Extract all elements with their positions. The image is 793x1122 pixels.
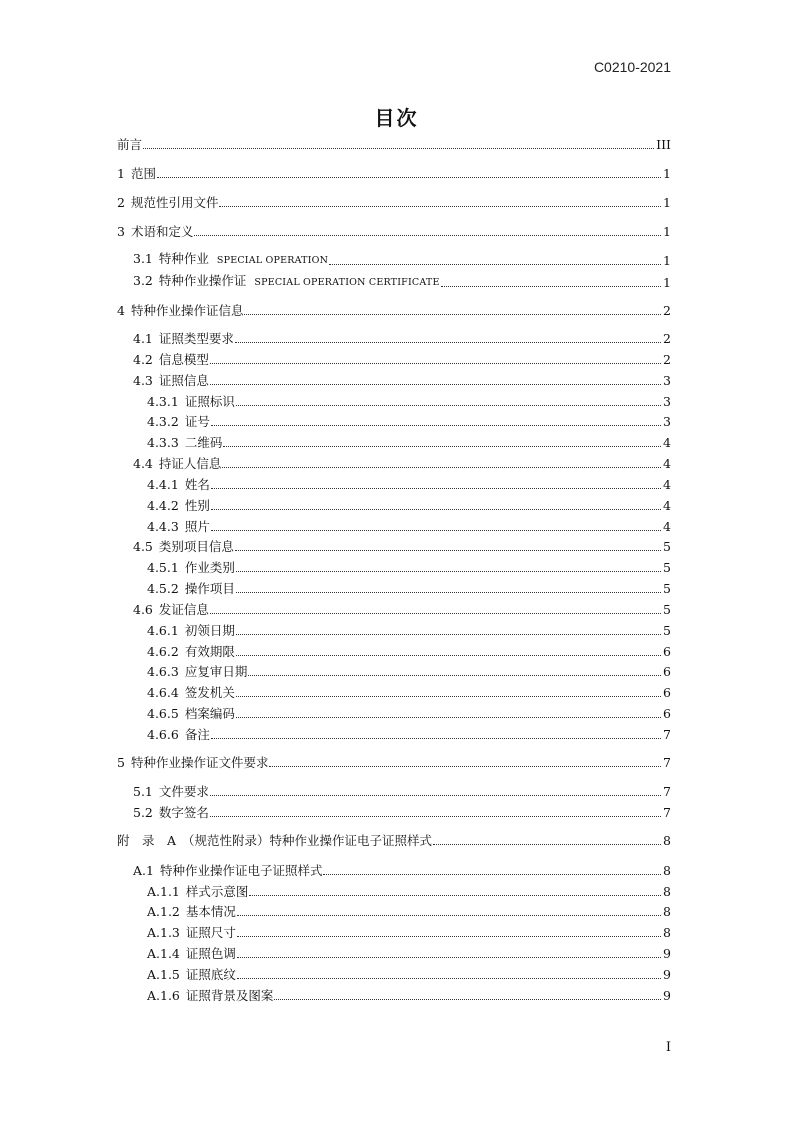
toc-entry-text: 特种作业操作证信息: [130, 303, 244, 318]
toc-entry-text: 证号: [184, 414, 210, 429]
toc-entry-text: 发证信息: [158, 602, 209, 617]
toc-entry-text: 基本情况: [185, 904, 236, 919]
toc-entry-label: [147, 926, 236, 940]
toc-entry[interactable]: [147, 722, 671, 742]
toc-entry-number: 2: [117, 195, 125, 210]
toc-entry-label: [147, 968, 236, 982]
toc-entry-number: 4.3.1: [147, 394, 179, 409]
dot-leader: [237, 936, 661, 937]
dot-leader: [211, 738, 661, 739]
toc-entry[interactable]: [147, 879, 671, 899]
toc-entry-number: 4.6.5: [147, 706, 179, 721]
toc-entry[interactable]: [147, 941, 671, 961]
toc-entry-number: 4.1: [133, 331, 153, 346]
toc-entry-label: [133, 374, 209, 388]
toc-entry[interactable]: [117, 219, 671, 239]
toc-entry-text: （规范性附录）特种作业操作证电子证照样式: [182, 833, 433, 848]
toc-entry-text: 有效期限: [184, 644, 235, 659]
toc-entry-number: 4.2: [133, 352, 153, 367]
toc-entry-label: [117, 756, 268, 770]
toc-entry-text: 证照尺寸: [185, 925, 236, 940]
toc-entry[interactable]: [133, 248, 671, 268]
toc-entry-label: [147, 905, 236, 919]
dot-leader: [237, 957, 661, 958]
toc-entry-number: 4: [117, 303, 125, 318]
dot-leader: [236, 571, 661, 572]
dot-leader: [211, 425, 661, 426]
toc-entry[interactable]: [117, 161, 671, 181]
toc-entry-page: 6: [663, 644, 671, 659]
toc-entry[interactable]: [133, 270, 671, 290]
dot-leader: [210, 816, 661, 817]
dot-leader: [269, 766, 661, 767]
toc-entry-number: 5.1: [133, 784, 153, 799]
toc-entry-number: 4.4.3: [147, 519, 179, 534]
toc-entry-label: [117, 834, 432, 848]
toc-entry-number: 4.6: [133, 602, 153, 617]
toc-entry-number: 3.1: [133, 251, 153, 266]
toc-entry-text: 证照底纹: [185, 967, 236, 982]
toc-entry[interactable]: [147, 409, 671, 429]
toc-entry-text: 姓名: [184, 477, 210, 492]
toc-entry[interactable]: [147, 472, 671, 492]
toc-entry-number: 4.4.2: [147, 498, 179, 513]
toc-entry-text: 操作项目: [184, 581, 235, 596]
toc-entry-page: 1: [663, 166, 671, 181]
toc-entry-number: 4.6.4: [147, 685, 179, 700]
toc-entry-text: 数字签名: [158, 805, 209, 820]
dot-leader: [237, 978, 661, 979]
dot-leader: [249, 895, 661, 896]
dot-leader: [244, 314, 661, 315]
toc-entry-label: [147, 624, 235, 638]
toc-entry-page: 1: [663, 224, 671, 239]
dot-leader: [235, 342, 661, 343]
toc-entry-page: 1: [663, 275, 671, 290]
toc-entry-text: 作业类别: [184, 560, 235, 575]
toc-entry-label: [147, 645, 235, 659]
toc-entry-page: 8: [663, 904, 671, 919]
toc-entry-label: [133, 785, 209, 799]
toc-entry-number: 5.2: [133, 805, 153, 820]
toc-entry[interactable]: [147, 514, 671, 534]
toc-entry-label: [133, 353, 209, 367]
toc-entry[interactable]: [133, 534, 671, 554]
toc-entry-label: [133, 252, 328, 268]
toc-entry-number: A.1.6: [147, 988, 180, 1003]
page-number: I: [665, 1040, 671, 1055]
dot-leader: [219, 206, 661, 207]
toc-entry[interactable]: [117, 298, 671, 318]
toc-entry-text: 特种作业操作证文件要求: [130, 755, 269, 770]
toc-entry-english: SPECIAL OPERATION: [216, 255, 329, 266]
dot-leader: [248, 675, 661, 676]
toc-entry-page: 3: [663, 414, 671, 429]
toc-entry[interactable]: [133, 858, 671, 878]
toc-entry-page: 7: [663, 727, 671, 742]
toc-entry-number: 4.6.6: [147, 727, 179, 742]
dot-leader: [211, 530, 661, 531]
toc-entry-text: 备注: [184, 727, 210, 742]
toc-entry-page: III: [656, 137, 671, 152]
toc-entry[interactable]: [133, 326, 671, 346]
dot-leader: [237, 915, 661, 916]
toc-entry-number: 5: [117, 755, 125, 770]
toc-entry-text: 档案编码: [184, 706, 235, 721]
toc-entry-text: 前言: [117, 137, 143, 152]
toc-entry[interactable]: [147, 576, 671, 596]
toc-entry-page: 4: [663, 456, 671, 471]
toc-entry[interactable]: [133, 368, 671, 388]
toc-entry-page: 5: [663, 581, 671, 596]
toc-entry-number: 4.6.1: [147, 623, 179, 638]
toc-entry-page: 5: [663, 539, 671, 554]
toc-entry-label: [133, 540, 234, 554]
toc-entry-label: [147, 499, 210, 513]
toc-entry-page: 6: [663, 685, 671, 700]
toc-entry-label: [147, 728, 210, 742]
toc-entry-label: [147, 436, 222, 450]
document-code: C0210-2021: [593, 59, 671, 75]
toc-entry-label: [117, 196, 218, 210]
toc-entry-label: [117, 225, 193, 239]
toc-entry-text: 证照色调: [185, 946, 236, 961]
toc-entry-label: [147, 582, 235, 596]
toc-entry-label: [117, 304, 243, 318]
toc-entry-text: 照片: [184, 519, 210, 534]
toc-entry-text: 特种作业: [158, 251, 209, 266]
toc-entry-text: 类别项目信息: [158, 539, 234, 554]
toc-entry-number: 4.6.3: [147, 664, 179, 679]
dot-leader: [210, 613, 661, 614]
toc-entry-number: 4.4: [133, 456, 153, 471]
toc-entry-text: 证照类型要求: [158, 331, 234, 346]
page-title: 目次: [374, 106, 419, 130]
dot-leader: [236, 717, 661, 718]
toc-entry-number: 3: [117, 224, 125, 239]
toc-entry-text: 签发机关: [184, 685, 235, 700]
toc-entry-number: A.1: [133, 863, 154, 878]
toc-entry-text: 文件要求: [158, 784, 209, 799]
toc-entry[interactable]: [133, 347, 671, 367]
dot-leader: [211, 488, 661, 489]
toc-entry[interactable]: [147, 680, 671, 700]
toc-entry-label: [147, 561, 235, 575]
toc-entry-text: 证照信息: [158, 373, 209, 388]
toc-entry-label: [133, 332, 234, 346]
toc-entry-label: [147, 395, 235, 409]
toc-entry[interactable]: [147, 899, 671, 919]
toc-entry-page: 7: [663, 805, 671, 820]
toc-entry-label: [133, 806, 209, 820]
toc-entry-text: 术语和定义: [130, 224, 194, 239]
toc-entry-label: [147, 665, 247, 679]
toc-entry-page: 2: [663, 331, 671, 346]
toc-entry-page: 4: [663, 519, 671, 534]
toc-entry-page: 9: [663, 967, 671, 982]
toc-entry-page: 4: [663, 477, 671, 492]
dot-leader: [223, 446, 661, 447]
toc-entry[interactable]: [117, 828, 671, 848]
toc-entry-label: [133, 457, 221, 471]
toc-entry[interactable]: [147, 493, 671, 513]
dot-leader: [329, 264, 661, 265]
toc-entry-page: 1: [663, 195, 671, 210]
toc-entry[interactable]: [147, 389, 671, 409]
toc-entry[interactable]: [133, 451, 671, 471]
toc-entry[interactable]: [147, 962, 671, 982]
toc-entry-label: [133, 864, 322, 878]
toc-entry[interactable]: [147, 701, 671, 721]
toc-entry-number: 4.5.2: [147, 581, 179, 596]
dot-leader: [236, 405, 661, 406]
toc-entry-label: [133, 603, 209, 617]
dot-leader: [433, 844, 661, 845]
toc-entry[interactable]: [147, 430, 671, 450]
toc-entry-number: A.1.4: [147, 946, 180, 961]
toc-entry[interactable]: [147, 618, 671, 638]
dot-leader: [236, 634, 661, 635]
toc-entry-page: 6: [663, 664, 671, 679]
toc-entry-number: 附 录 A: [117, 833, 177, 848]
toc-entry-number: 4.6.2: [147, 644, 179, 659]
toc-entry-number: 4.3.3: [147, 435, 179, 450]
toc-entry-number: A.1.3: [147, 925, 180, 940]
toc-entry-text: 范围: [130, 166, 156, 181]
toc-entry[interactable]: [117, 190, 671, 210]
toc-entry[interactable]: [117, 132, 671, 152]
toc-entry-number: A.1.2: [147, 904, 180, 919]
dot-leader: [236, 696, 661, 697]
toc-entry-page: 3: [663, 373, 671, 388]
toc-entry-page: 1: [663, 253, 671, 268]
dot-leader: [222, 467, 661, 468]
toc-entry-page: 4: [663, 435, 671, 450]
toc-entry-label: [147, 686, 235, 700]
toc-entry-page: 7: [663, 755, 671, 770]
dot-leader: [323, 874, 661, 875]
toc-entry-page: 8: [663, 863, 671, 878]
toc-entry-label: [147, 478, 210, 492]
toc-entry-page: 8: [663, 833, 671, 848]
dot-leader: [157, 177, 661, 178]
dot-leader: [236, 655, 661, 656]
toc-entry-text: 特种作业操作证: [158, 273, 247, 288]
toc-entry-page: 7: [663, 784, 671, 799]
dot-leader: [143, 148, 654, 149]
toc-entry-text: 性别: [184, 498, 210, 513]
toc-entry[interactable]: [147, 639, 671, 659]
toc-entry-page: 9: [663, 946, 671, 961]
dot-leader: [236, 592, 661, 593]
toc-entry-page: 9: [663, 988, 671, 1003]
toc-entry-page: 8: [663, 884, 671, 899]
toc-entry-label: [133, 274, 440, 290]
toc-entry-number: 4.5.1: [147, 560, 179, 575]
toc-entry-number: 4.3: [133, 373, 153, 388]
toc-entry-page: 2: [663, 352, 671, 367]
toc-entry-number: 1: [117, 166, 125, 181]
toc-entry-label: [147, 947, 236, 961]
toc-entry[interactable]: [133, 597, 671, 617]
dot-leader: [210, 795, 661, 796]
toc-entry-number: 4.5: [133, 539, 153, 554]
toc-entry-label: [147, 415, 210, 429]
toc-entry-page: 2: [663, 303, 671, 318]
toc-entry-number: 4.3.2: [147, 414, 179, 429]
dot-leader: [274, 999, 661, 1000]
toc-entry-text: 二维码: [184, 435, 223, 450]
toc-entry[interactable]: [147, 659, 671, 679]
toc-entry[interactable]: [147, 555, 671, 575]
toc-entry-page: 5: [663, 560, 671, 575]
toc-entry-english: SPECIAL OPERATION CERTIFICATE: [254, 277, 440, 288]
toc-entry-label: [147, 520, 210, 534]
toc-entry-label: [147, 707, 235, 721]
dot-leader: [211, 509, 661, 510]
toc-entry-text: 样式示意图: [185, 884, 249, 899]
toc-entry-text: 证照背景及图案: [185, 988, 274, 1003]
toc-entry-text: 特种作业操作证电子证照样式: [159, 863, 323, 878]
toc-entry-number: A.1.5: [147, 967, 180, 982]
toc-entry-number: 3.2: [133, 273, 153, 288]
toc-entry-text: 证照标识: [184, 394, 235, 409]
toc-entry-label: [147, 989, 273, 1003]
toc-entry[interactable]: [147, 983, 671, 1003]
dot-leader: [235, 550, 661, 551]
dot-leader: [210, 363, 661, 364]
toc-entry[interactable]: [117, 750, 671, 770]
toc-entry[interactable]: [147, 920, 671, 940]
toc-entry-page: 5: [663, 602, 671, 617]
toc-entry-page: 4: [663, 498, 671, 513]
dot-leader: [194, 235, 661, 236]
toc-entry-label: [117, 138, 142, 152]
toc-entry-text: 初领日期: [184, 623, 235, 638]
toc-entry-text: 规范性引用文件: [130, 195, 219, 210]
toc-entry-number: 4.4.1: [147, 477, 179, 492]
toc-entry[interactable]: [133, 800, 671, 820]
toc-entry-label: [147, 885, 248, 899]
toc-entry-number: A.1.1: [147, 884, 180, 899]
toc-entry-text: 信息模型: [158, 352, 209, 367]
toc-entry-page: 6: [663, 706, 671, 721]
dot-leader: [210, 384, 661, 385]
toc-entry-page: 5: [663, 623, 671, 638]
dot-leader: [441, 286, 661, 287]
toc-entry-page: 3: [663, 394, 671, 409]
toc-entry-label: [117, 167, 156, 181]
toc-entry-text: 应复审日期: [184, 664, 248, 679]
toc-entry-text: 持证人信息: [158, 456, 222, 471]
toc-entry-page: 8: [663, 925, 671, 940]
toc-entry[interactable]: [133, 779, 671, 799]
